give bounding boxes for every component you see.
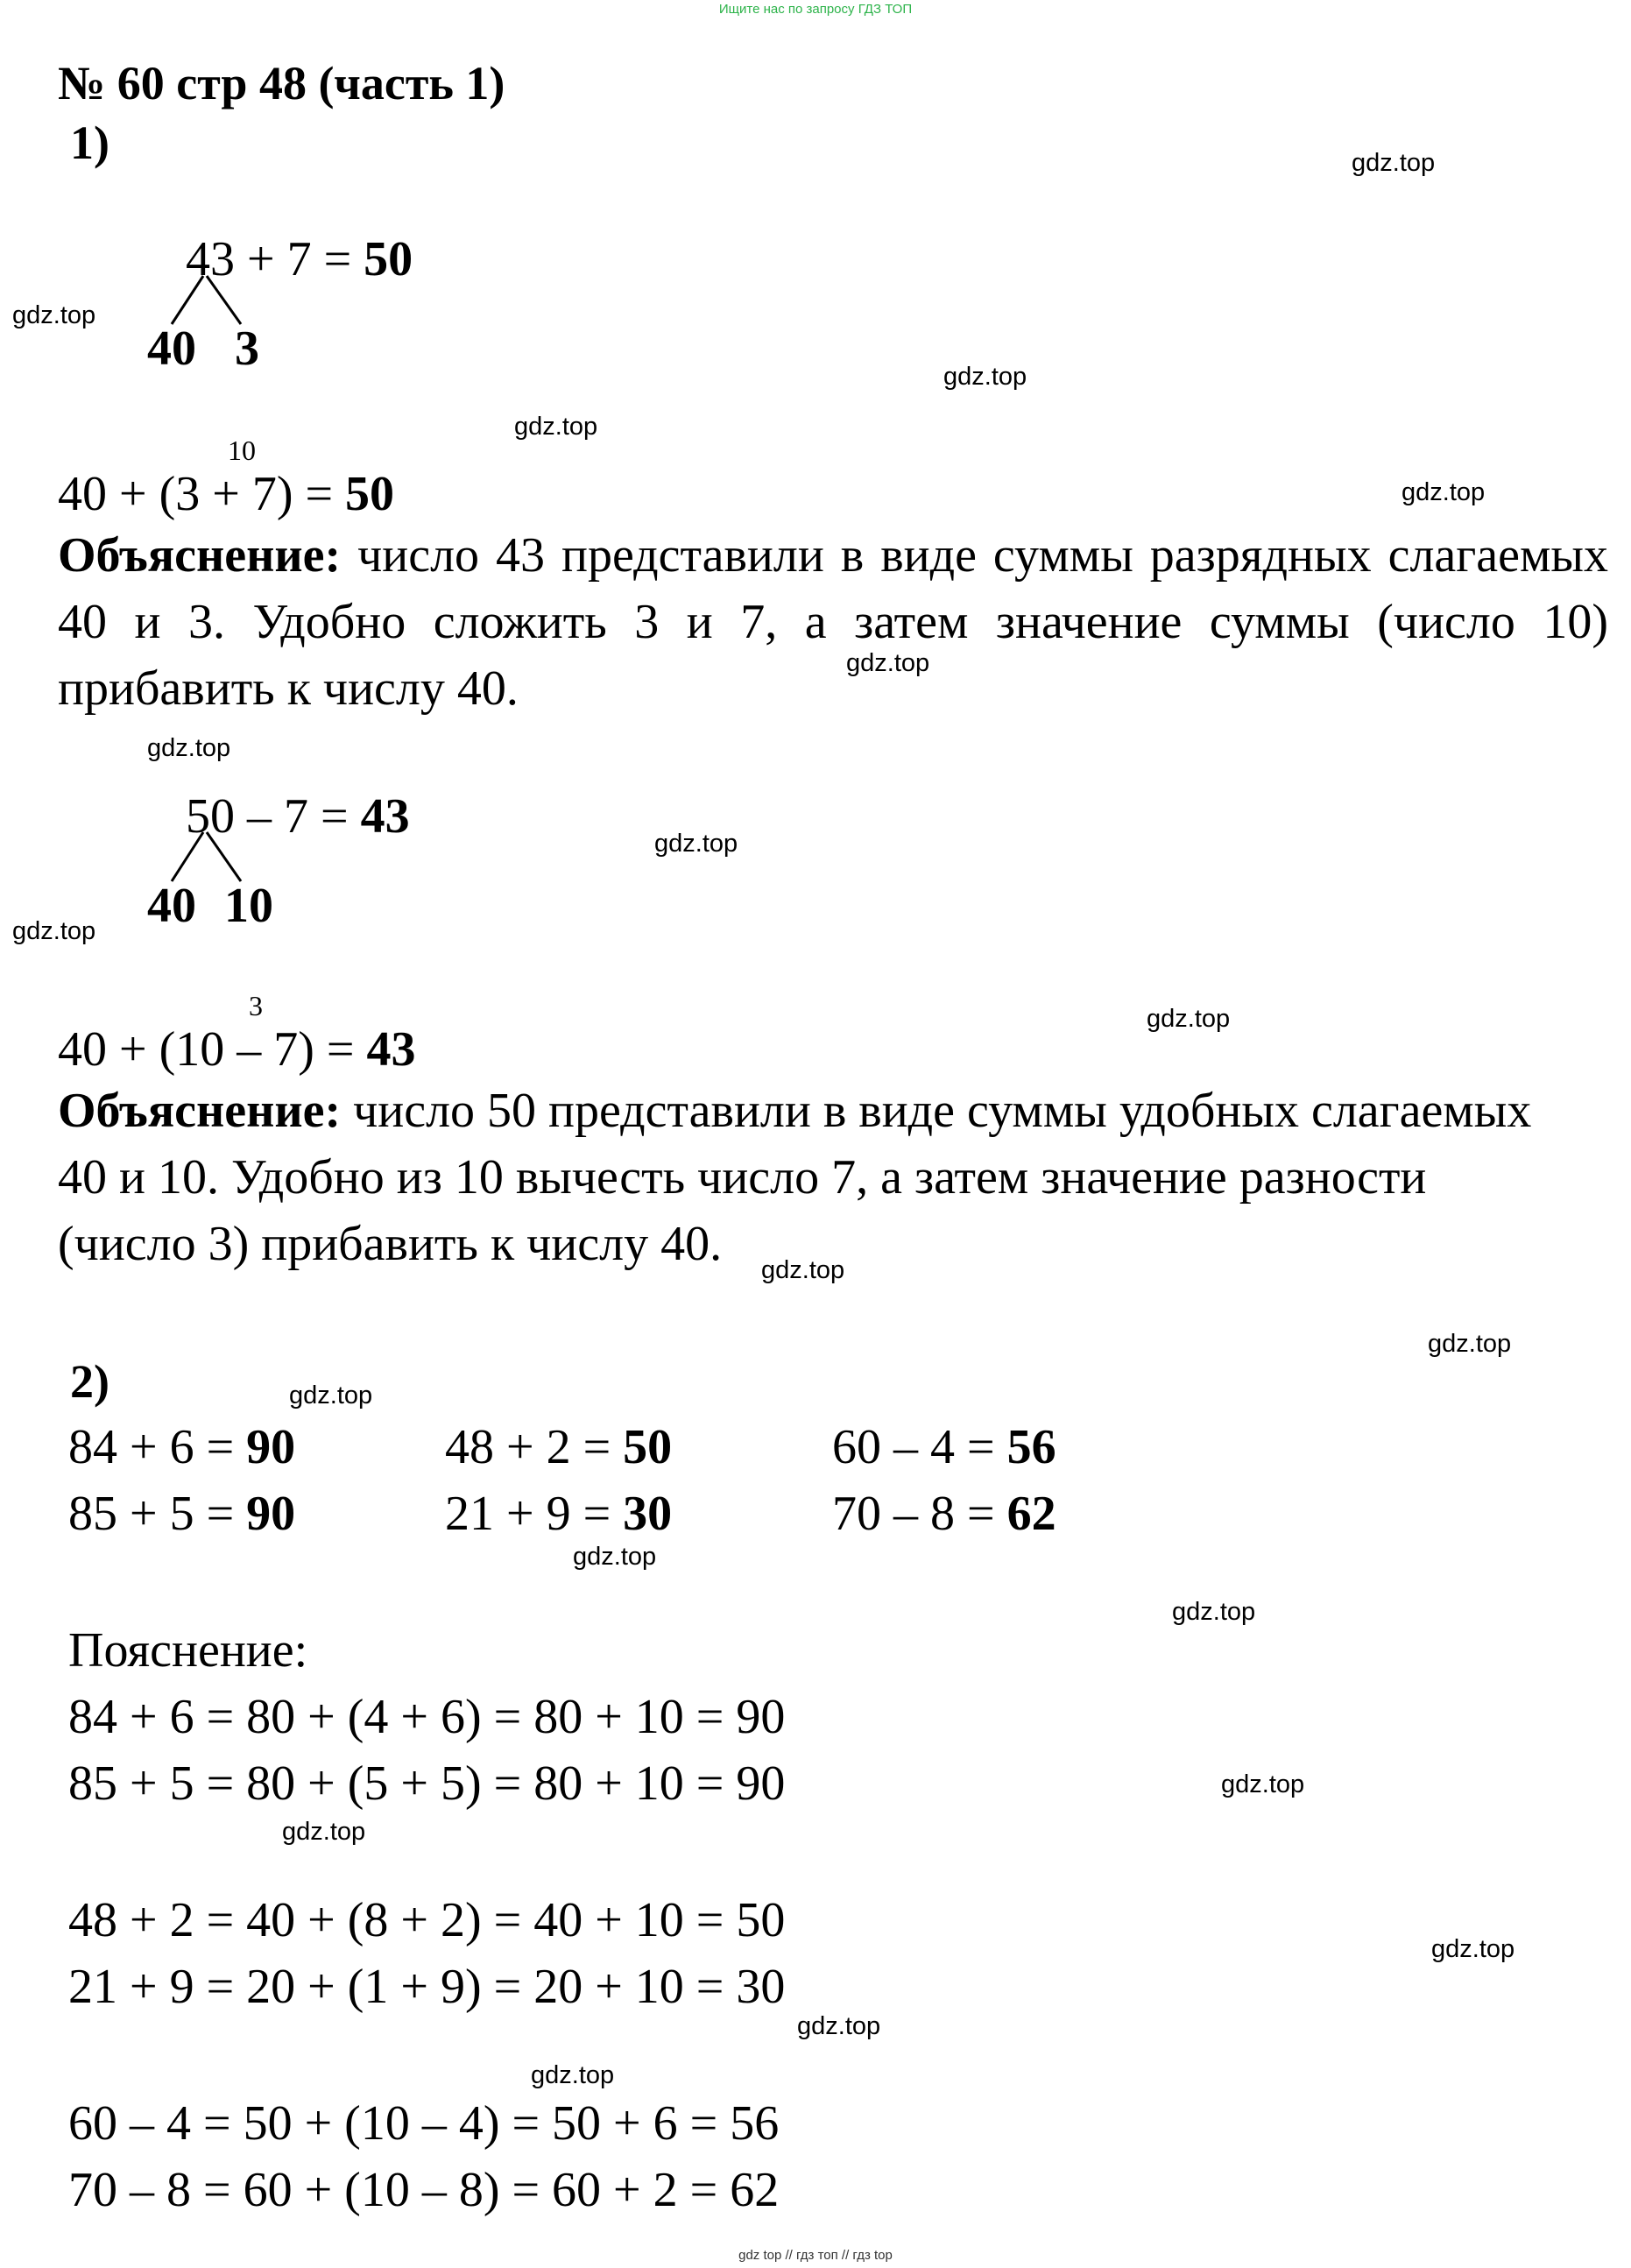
part2-row1-col1 — [68, 1420, 296, 1474]
note-line-3: 48 + 2 = 40 + (8 + 2) = 40 + 10 = 50 — [68, 1893, 786, 1947]
ex2-superscript: 3 — [249, 990, 263, 1021]
expr: 60 – 4 = — [832, 1420, 995, 1474]
watermark: gdz.top — [289, 1381, 373, 1410]
watermark: gdz.top — [1147, 1005, 1231, 1033]
note-line-1: 84 + 6 = 80 + (4 + 6) = 80 + 10 = 90 — [68, 1690, 786, 1744]
watermark: gdz.top — [282, 1818, 366, 1846]
expr: 48 + 2 = — [445, 1420, 611, 1474]
note-line-2: 85 + 5 = 80 + (5 + 5) = 80 + 10 = 90 — [68, 1756, 786, 1811]
ex1-answer: 50 — [364, 232, 413, 286]
expr: 70 – 8 = — [832, 1487, 995, 1541]
ex1-expl-label: Объяснение: — [58, 528, 342, 583]
ex2-line: 40 + (10 – 7) = — [58, 1022, 355, 1077]
watermark: gdz.top — [1428, 1330, 1512, 1358]
watermark: gdz.top — [943, 363, 1027, 391]
watermark: gdz.top — [1172, 1598, 1256, 1626]
part2-row2-col3 — [832, 1487, 1056, 1541]
top-banner: Ищите нас по запросу ГДЗ ТОП — [718, 2, 913, 17]
answer: 50 — [623, 1420, 673, 1474]
part2-row1-col3 — [832, 1420, 1056, 1474]
expr: 21 + 9 = — [445, 1487, 611, 1541]
watermark: gdz.top — [761, 1256, 845, 1284]
ex1-line-answer: 50 — [345, 467, 395, 521]
watermark: gdz.top — [846, 649, 930, 677]
watermark: gdz.top — [1352, 149, 1436, 177]
ex2-right-branch — [207, 832, 241, 881]
note-line-4: 21 + 9 = 20 + (1 + 9) = 20 + 10 = 30 — [68, 1960, 786, 2014]
answer: 30 — [623, 1487, 673, 1541]
watermark: gdz.top — [1402, 478, 1486, 506]
ex2-expl-line-3: (число 3) прибавить к числу 40. — [58, 1217, 723, 1271]
footer: gdz top // гдз топ // гдз top — [738, 2248, 893, 2263]
part2-row2-col1 — [68, 1487, 296, 1541]
note-label: Пояснение: — [68, 1623, 308, 1678]
expr: 85 + 5 = — [68, 1487, 235, 1541]
part2-row1-col2 — [445, 1420, 673, 1474]
part2-label: 2) — [70, 1355, 109, 1408]
watermark: gdz.top — [573, 1543, 657, 1571]
ex2-expl-text-1: число 50 представили в виде суммы удобных слагаемых — [353, 1084, 1532, 1138]
ex1-decomp-right: 3 — [235, 321, 259, 376]
watermark: gdz.top — [514, 413, 598, 441]
watermark: gdz.top — [654, 830, 738, 858]
ex2-expl-line-2: 40 и 10. Удобно из 10 вычесть число 7, а затем значение разности — [58, 1150, 1427, 1205]
note-line-5: 60 – 4 = 50 + (10 – 4) = 50 + 6 = 56 — [68, 2096, 780, 2151]
watermark: gdz.top — [12, 917, 96, 945]
ex2-left-branch — [172, 832, 203, 881]
watermark: gdz.top — [12, 301, 96, 329]
watermark: gdz.top — [797, 2012, 881, 2040]
ex2-decomp-left: 40 — [147, 879, 196, 933]
page-title: № 60 стр 48 (часть 1) — [58, 57, 505, 110]
ex1-line: 40 + (3 + 7) = — [58, 467, 334, 521]
ex2-expr: 50 – 7 = — [186, 789, 349, 844]
note-line-6: 70 – 8 = 60 + (10 – 8) = 60 + 2 = 62 — [68, 2163, 780, 2217]
part1-label: 1) — [70, 117, 109, 169]
watermark: gdz.top — [147, 734, 231, 762]
watermark: gdz.top — [531, 2061, 615, 2089]
ex2-solution-line — [58, 1022, 416, 1077]
ex2-decomposition-lines — [0, 0, 1631, 964]
ex1-decomp-left: 40 — [147, 321, 196, 376]
ex2-line-answer: 43 — [366, 1022, 416, 1077]
answer: 56 — [1006, 1420, 1056, 1474]
part2-row2-col2 — [445, 1487, 673, 1541]
ex2-answer: 43 — [360, 789, 410, 844]
ex1-superscript: 10 — [228, 435, 256, 466]
ex1-expl-text: число 43 представили в виде суммы разрядных слагаемых 40 и 3. Удобно сложить 3 и 7, а затем значение суммы (число 10) прибавить к числу 40. — [58, 528, 1608, 716]
ex1-expr: 43 + 7 = — [186, 232, 352, 286]
expr: 84 + 6 = — [68, 1420, 235, 1474]
ex2-decomp-right: 10 — [224, 879, 273, 933]
answer: 90 — [246, 1487, 296, 1541]
watermark: gdz.top — [1221, 1770, 1305, 1798]
ex2-expl-label: Объяснение: — [58, 1084, 342, 1138]
answer: 90 — [246, 1420, 296, 1474]
watermark: gdz.top — [1431, 1935, 1515, 1963]
answer: 62 — [1006, 1487, 1056, 1541]
ex2-expl-line-1 — [58, 1084, 1532, 1138]
